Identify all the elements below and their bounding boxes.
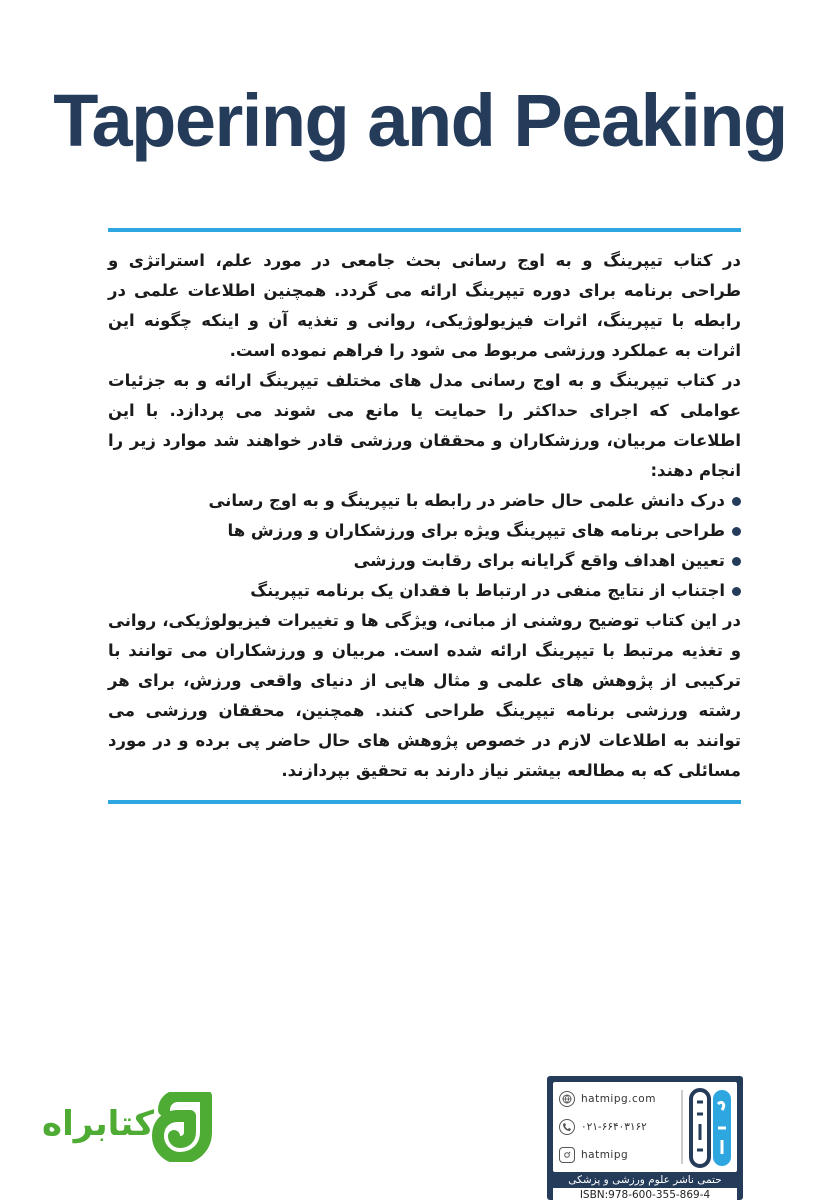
hatmi-publisher-logo-icon [689, 1088, 733, 1168]
instagram-icon [559, 1147, 575, 1163]
paragraph-summary: در این کتاب توضیح روشنی از مبانی، ویژگی ها و تغییرات فیزیولوژیکی، روانی و تغذیه مرتبط با تیپرینگ ارائه شده است. مربیان و ورزشکاران می توانند با ترکیبی از پژوهش های علمی و مثال هایی از دنیای واقعی ورزش، برای هر رشته ورزشی برنامه تیپرینگ طراحی کنند. همچنین، محققان ورزشی می توانند به اطلاعات لازم در خصوص پژوهش های حال حاضر پی برده و در مورد مسائلی که به مطالعه بیشتر نیاز دارند به تحقیق بپردازند. [108, 611, 741, 780]
list-item: اجتناب از نتایج منفی در ارتباط با فقدان یک برنامه تیپرینگ [108, 576, 741, 606]
paragraph-intro: در کتاب تیپرینگ و به اوج رسانی بحث جامعی در مورد علم، استراتژی و طراحی برنامه برای دوره تیپرینگ ارائه می گردد. همچنین اطلاعات علمی در رابطه با تیپرینگ، اثرات فیزیولوژیکی، روانی و تغذیه آن و اینکه چگونه این اثرات به عملکرد ورزشی مربوط می شود را فراهم نموده است. [108, 251, 741, 360]
publisher-contact-panel [553, 1082, 737, 1172]
ketabrah-leaf-icon [150, 1092, 214, 1162]
list-item: درک دانش علمی حال حاضر در رابطه با تیپرینگ و به اوج رسانی [108, 486, 741, 516]
paragraph-models: در کتاب تیپرینگ و به اوج رسانی مدل های مختلف تیپرینگ ارائه و به جزئیات عواملی که اجرای حداکثر را حمایت یا مانع می شوند می پردازد. با این اطلاعات مربیان، ورزشکاران و محققان ورزشی قادر خواهند شد موارد زیر را انجام دهند: [108, 371, 741, 480]
ketabrah-logo [42, 1092, 214, 1162]
instagram-text: hatmipg [581, 1149, 629, 1161]
phone-icon [559, 1119, 575, 1135]
publisher-tagline: حتمی ناشر علوم ورزشی و پزشکی [568, 1174, 722, 1186]
book-title: Tapering and Peaking [53, 79, 787, 162]
publisher-box [547, 1076, 743, 1200]
ketabrah-wordmark: کتابراه [42, 1104, 155, 1144]
phone-text: ۰۲۱-۶۶۴۰۳۱۶۲ [581, 1121, 647, 1133]
top-divider [108, 228, 741, 232]
website-text: hatmipg.com [581, 1093, 656, 1105]
instagram-row [559, 1146, 679, 1164]
bottom-divider [108, 800, 741, 804]
list-item: طراحی برنامه های تیپرینگ ویژه برای ورزشکاران و ورزش ها [108, 516, 741, 546]
isbn-text: ISBN:978-600-355-869-4 [553, 1188, 737, 1200]
globe-icon [559, 1091, 575, 1107]
benefits-list [108, 486, 741, 606]
list-item: تعیین اهداف واقع گرایانه برای رقابت ورزشی [108, 546, 741, 576]
phone-row [559, 1118, 679, 1136]
contact-separator [681, 1090, 683, 1164]
website-row [559, 1090, 679, 1108]
back-cover-description [108, 246, 741, 786]
